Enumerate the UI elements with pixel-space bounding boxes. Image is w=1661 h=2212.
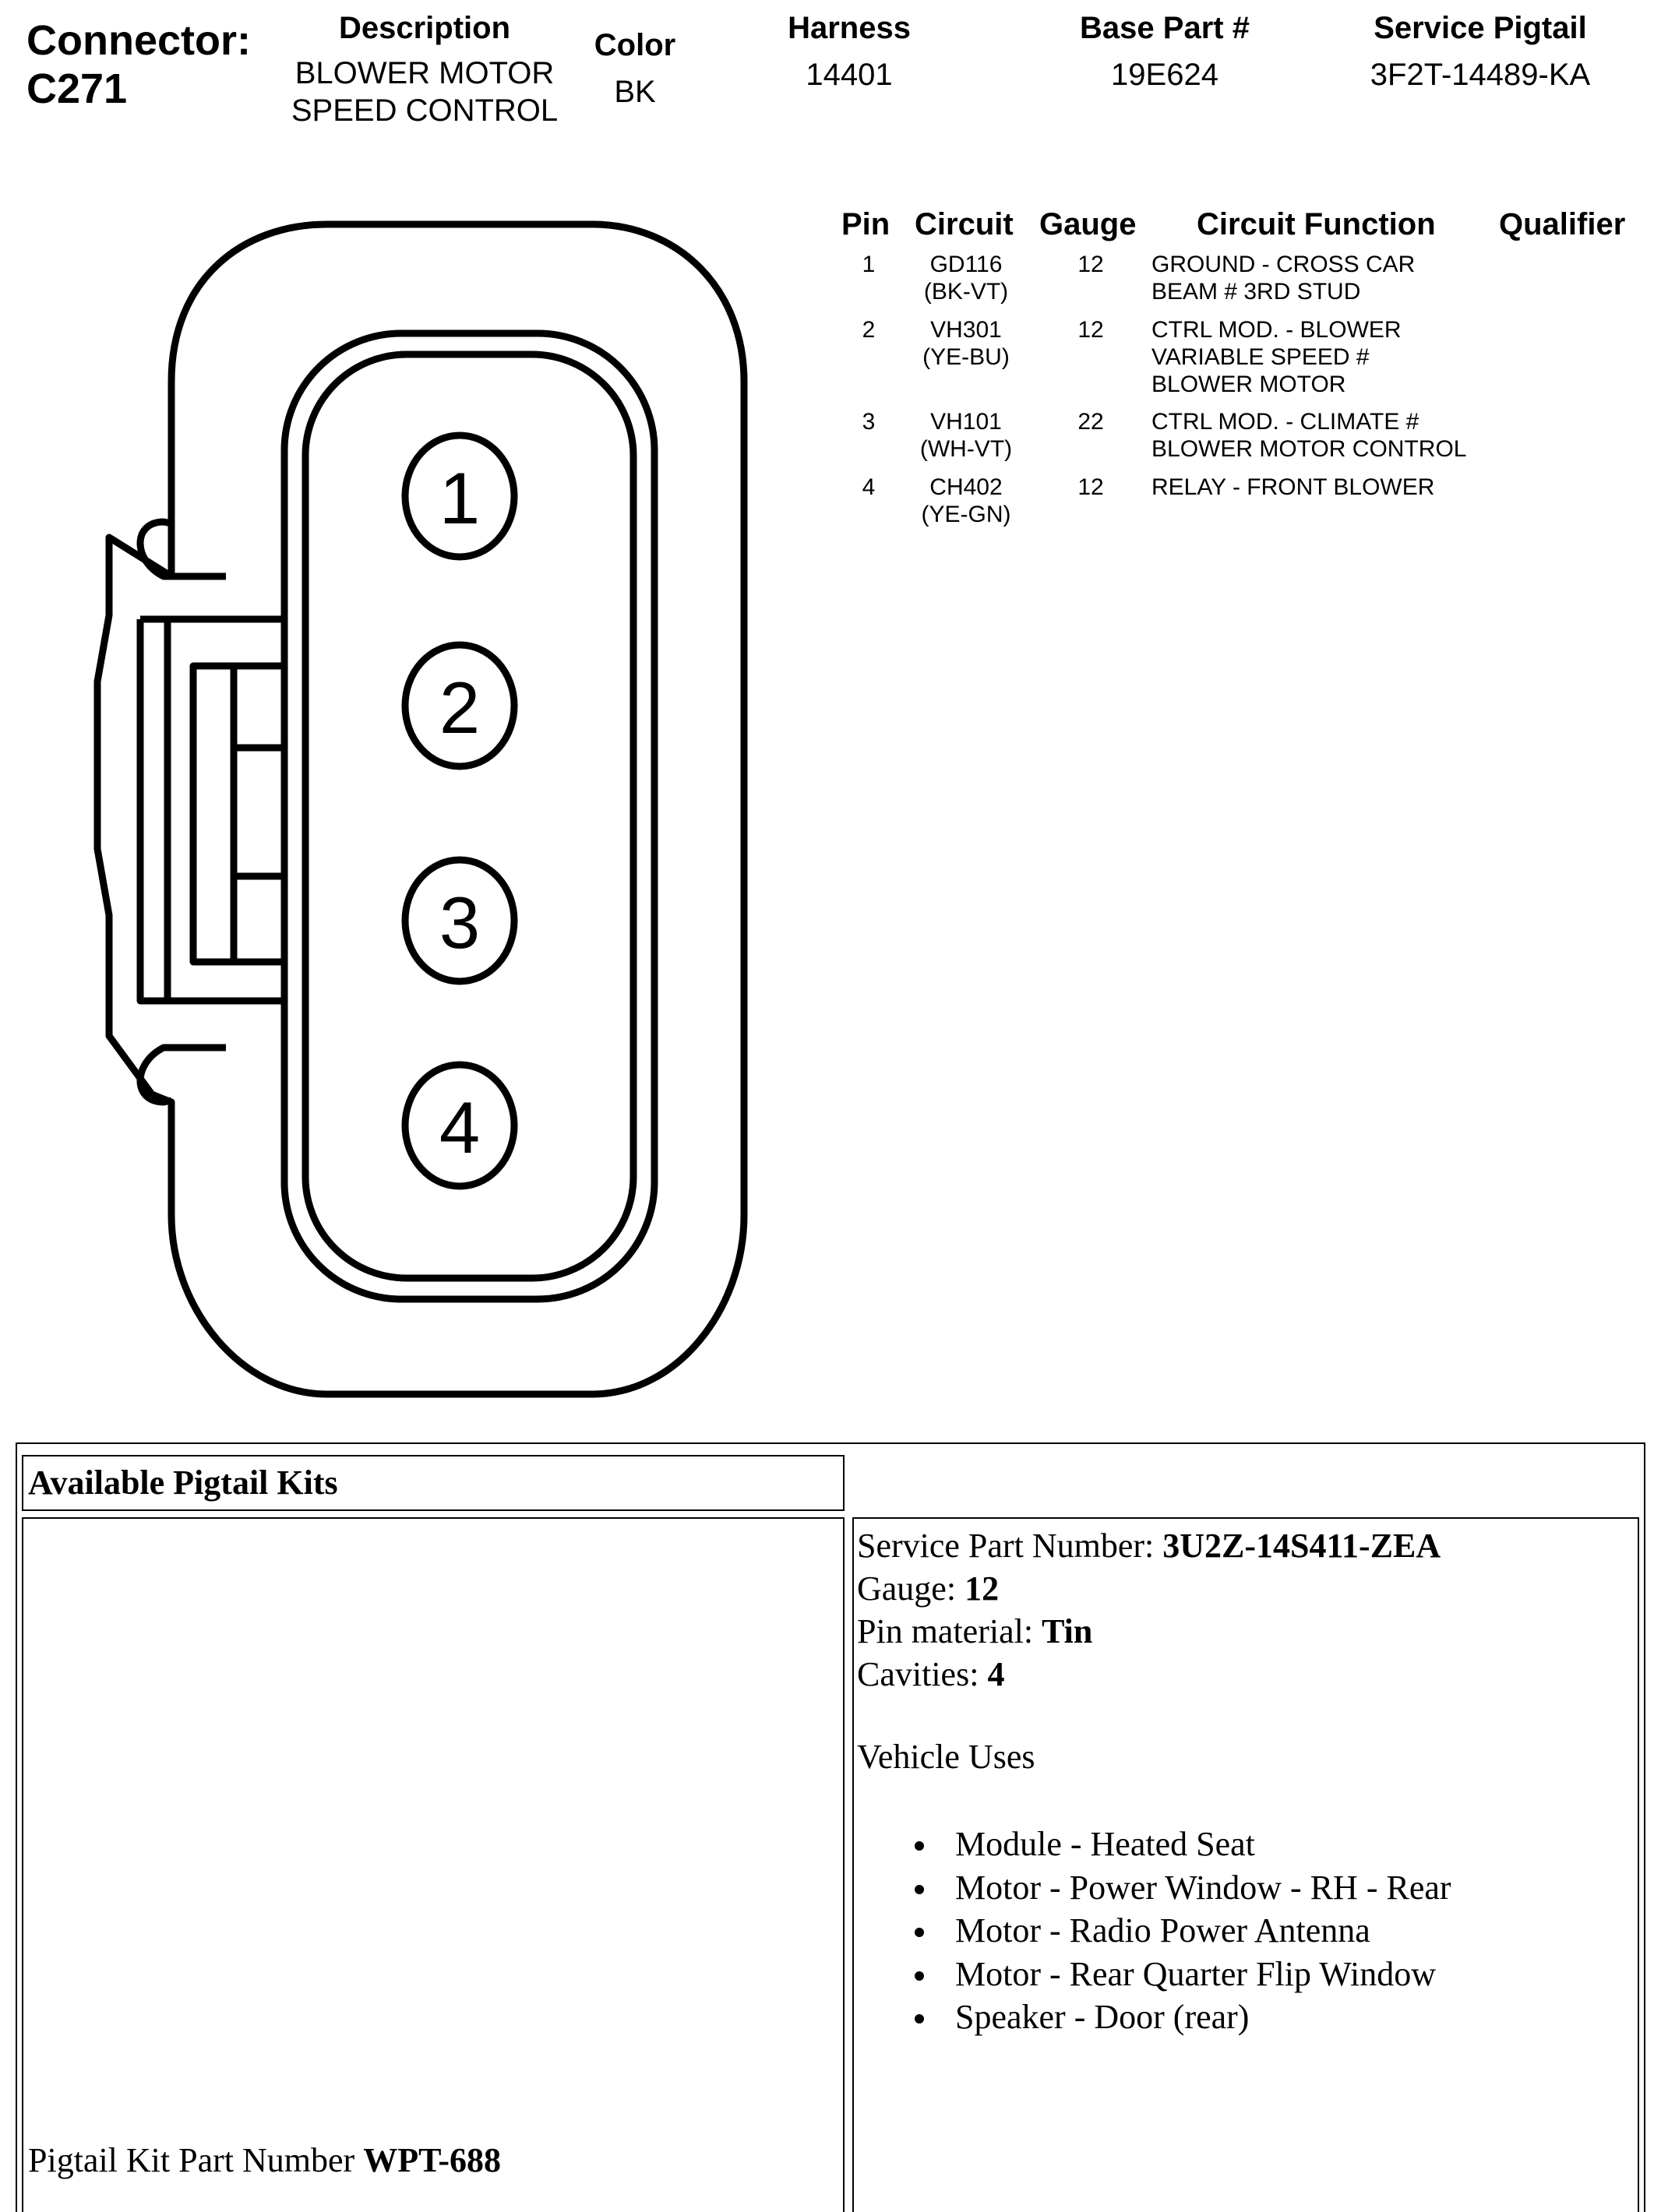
- gauge-value: 22: [1077, 409, 1104, 435]
- qualifier-header: Qualifier: [1499, 207, 1626, 241]
- circuit-id: GD116: [929, 252, 1003, 277]
- pin-number: 2: [862, 317, 876, 343]
- circuit-function-line: BEAM # 3RD STUD: [1151, 279, 1361, 305]
- kit-image-cell: [22, 1517, 845, 2212]
- list-item: Speaker - Door (rear): [912, 1995, 1451, 2039]
- circuit-function-line: GROUND - CROSS CAR: [1151, 252, 1416, 277]
- kit-part-value: WPT-688: [363, 2141, 502, 2179]
- gauge-value: 12: [1077, 252, 1104, 277]
- circuit-color: (YE-GN): [921, 502, 1011, 527]
- harness-value: 14401: [806, 58, 893, 92]
- gauge-spec-label: Gauge:: [857, 1569, 965, 1608]
- kit-part-number: [28, 2140, 501, 2180]
- pin-label-4: 4: [439, 1087, 481, 1168]
- service-part-value: 3U2Z-14S411-ZEA: [1162, 1527, 1441, 1565]
- circuit-function-line: RELAY - FRONT BLOWER: [1151, 474, 1435, 500]
- description-line-2: SPEED CONTROL: [291, 93, 559, 128]
- service-pigtail-value: 3F2T-14489-KA: [1370, 58, 1591, 92]
- vehicle-uses-list: [912, 1823, 1451, 2039]
- circuit-id: VH101: [930, 409, 1002, 435]
- pin-material-spec: [857, 1611, 1092, 1653]
- list-item: Motor - Power Window - RH - Rear: [912, 1866, 1451, 1910]
- pin-number: 3: [862, 409, 876, 435]
- gauge-value: 12: [1077, 474, 1104, 500]
- description-label: Description: [338, 11, 511, 45]
- color-label: Color: [594, 28, 676, 62]
- gauge-spec: [857, 1568, 999, 1610]
- circuit-id: CH402: [929, 474, 1003, 500]
- list-item: Motor - Rear Quarter Flip Window: [912, 1953, 1451, 1996]
- pin-material-label: Pin material:: [857, 1612, 1042, 1650]
- pin-header: Pin: [841, 207, 890, 241]
- side-latch-slot: [193, 666, 284, 962]
- circuit-color: (YE-BU): [922, 344, 1010, 370]
- gauge-value: 12: [1077, 317, 1104, 343]
- side-latch-outer: [140, 619, 284, 1001]
- circuit-function-line: BLOWER MOTOR CONTROL: [1151, 436, 1467, 462]
- list-item: Motor - Radio Power Antenna: [912, 1909, 1451, 1953]
- gauge-header: Gauge: [1039, 207, 1137, 241]
- circuit-function-line: CTRL MOD. - CLIMATE #: [1151, 409, 1419, 435]
- circuit-function-line: VARIABLE SPEED #: [1151, 344, 1370, 370]
- base-part-value: 19E624: [1111, 58, 1218, 92]
- vehicle-uses-title: Vehicle Uses: [857, 1738, 1035, 1776]
- service-pigtail-label: Service Pigtail: [1374, 11, 1587, 45]
- cavities-value: 4: [987, 1655, 1005, 1693]
- pin-label-1: 1: [439, 457, 481, 539]
- cavities-spec: [857, 1654, 1004, 1696]
- color-value: BK: [614, 75, 656, 109]
- circuit-function-header: Circuit Function: [1197, 207, 1436, 241]
- connector-label: Connector:: [26, 17, 251, 64]
- connector-face-diagram: [0, 179, 779, 1410]
- harness-label: Harness: [788, 11, 911, 45]
- pin-number: 4: [862, 474, 876, 500]
- latch-bump-top: [140, 522, 226, 576]
- kit-part-label: Pigtail Kit Part Number: [28, 2141, 364, 2179]
- base-part-label: Base Part #: [1080, 11, 1250, 45]
- circuit-function-line: CTRL MOD. - BLOWER: [1151, 317, 1402, 343]
- service-part-label: Service Part Number:: [857, 1527, 1163, 1565]
- kits-title: Available Pigtail Kits: [28, 1464, 338, 1502]
- description-line-1: BLOWER MOTOR: [294, 56, 555, 90]
- gauge-spec-value: 12: [965, 1569, 1000, 1608]
- circuit-function-line: BLOWER MOTOR: [1151, 372, 1346, 397]
- connector-id: C271: [26, 65, 128, 112]
- pin-label-2: 2: [439, 667, 481, 748]
- cavities-label: Cavities:: [857, 1655, 988, 1693]
- circuit-color: (BK-VT): [923, 279, 1009, 305]
- list-item: Module - Heated Seat: [912, 1823, 1451, 1866]
- pin-number: 1: [862, 252, 876, 277]
- circuit-color: (WH-VT): [919, 436, 1013, 462]
- pin-material-value: Tin: [1042, 1612, 1093, 1650]
- service-part-number: [857, 1525, 1441, 1567]
- circuit-header: Circuit: [915, 207, 1014, 241]
- circuit-id: VH301: [930, 317, 1002, 343]
- pin-label-3: 3: [439, 882, 481, 963]
